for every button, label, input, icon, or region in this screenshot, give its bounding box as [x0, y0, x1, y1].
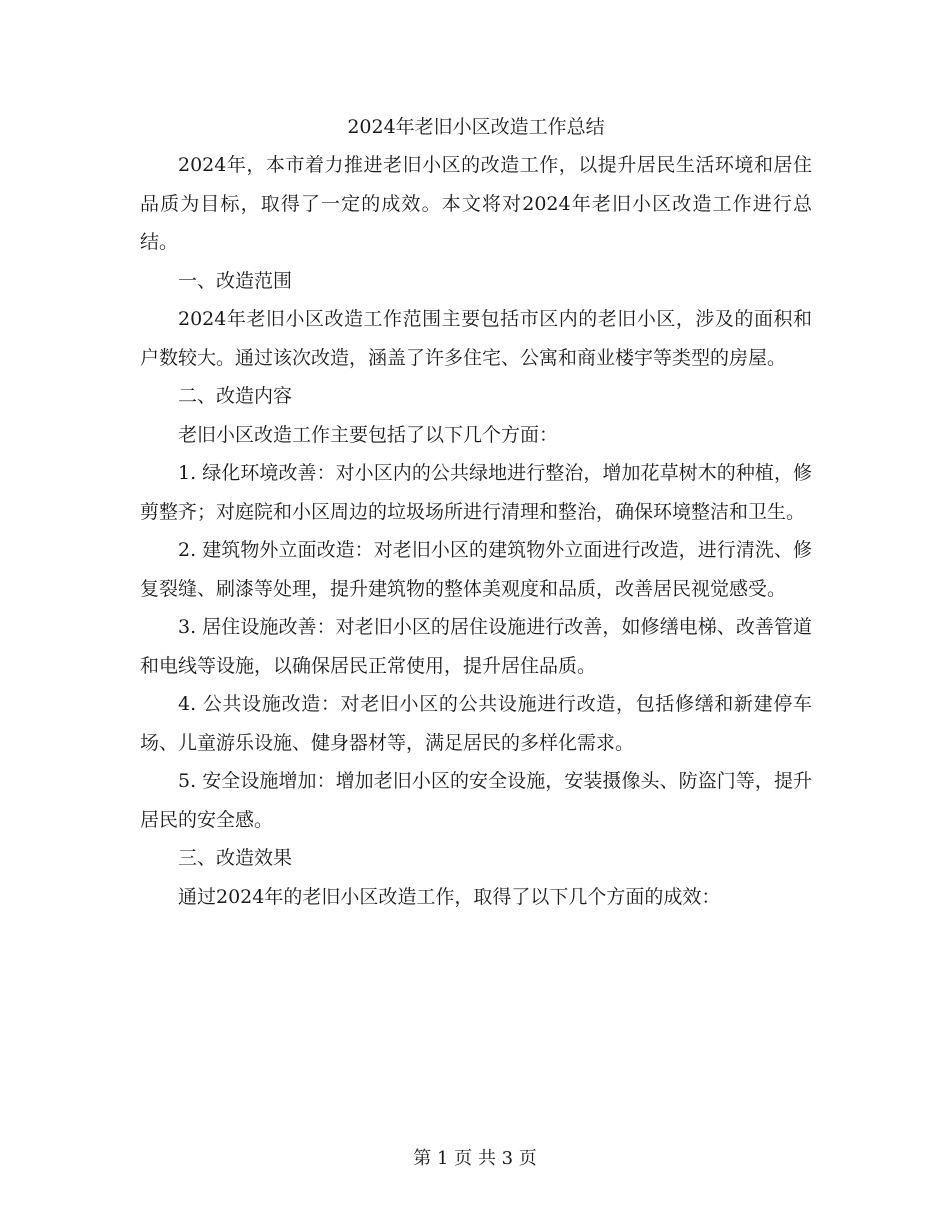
section-heading-scope: 一、改造范围	[178, 269, 293, 292]
section-heading-content: 二、改造内容	[178, 385, 293, 407]
section-effect-lead: 通过2024年的老旧小区改造工作，取得了以下几个方面的成效：	[178, 885, 721, 908]
page-number-footer: 第 1 页 共 3 页	[413, 1148, 537, 1169]
list-item: 4. 公共设施改造：对老旧小区的公共设施进行改造，包括修缮和新建停车场、儿童游乐设施、健身器材等，满足居民的多样化需求。	[140, 693, 812, 754]
list-item: 1. 绿化环境改善：对小区内的公共绿地进行整治，增加花草树木的种植，修剪整齐；对庭院和小区周边的垃圾场所进行清理和整治，确保环境整洁和卫生。	[140, 462, 812, 523]
list-item: 2. 建筑物外立面改造：对老旧小区的建筑物外立面进行改造，进行清洗、修复裂缝、刷漆等处理，提升建筑物的整体美观度和品质，改善居民视觉感受。	[140, 539, 812, 600]
list-item: 3. 居住设施改善：对老旧小区的居住设施进行改善，如修缮电梯、改善管道和电线等设施，以确保居民正常使用，提升居住品质。	[140, 616, 812, 677]
section-heading-effect: 三、改造效果	[178, 847, 293, 869]
section-content-lead: 老旧小区改造工作主要包括了以下几个方面：	[178, 423, 559, 446]
document-body	[140, 108, 812, 916]
section-scope-paragraph: 2024年老旧小区改造工作范围主要包括市区内的老旧小区，涉及的面积和户数较大。通过该次改造，涵盖了许多住宅、公寓和商业楼宇等类型的房屋。	[140, 308, 812, 369]
intro-paragraph: 2024年，本市着力推进老旧小区的改造工作，以提升居民生活环境和居住品质为目标，取得了一定的成效。本文将对2024年老旧小区改造工作进行总结。	[140, 154, 812, 253]
list-item: 5. 安全设施增加：增加老旧小区的安全设施，安装摄像头、防盗门等，提升居民的安全感。	[140, 770, 812, 831]
document-title: 2024年老旧小区改造工作总结	[347, 116, 605, 138]
